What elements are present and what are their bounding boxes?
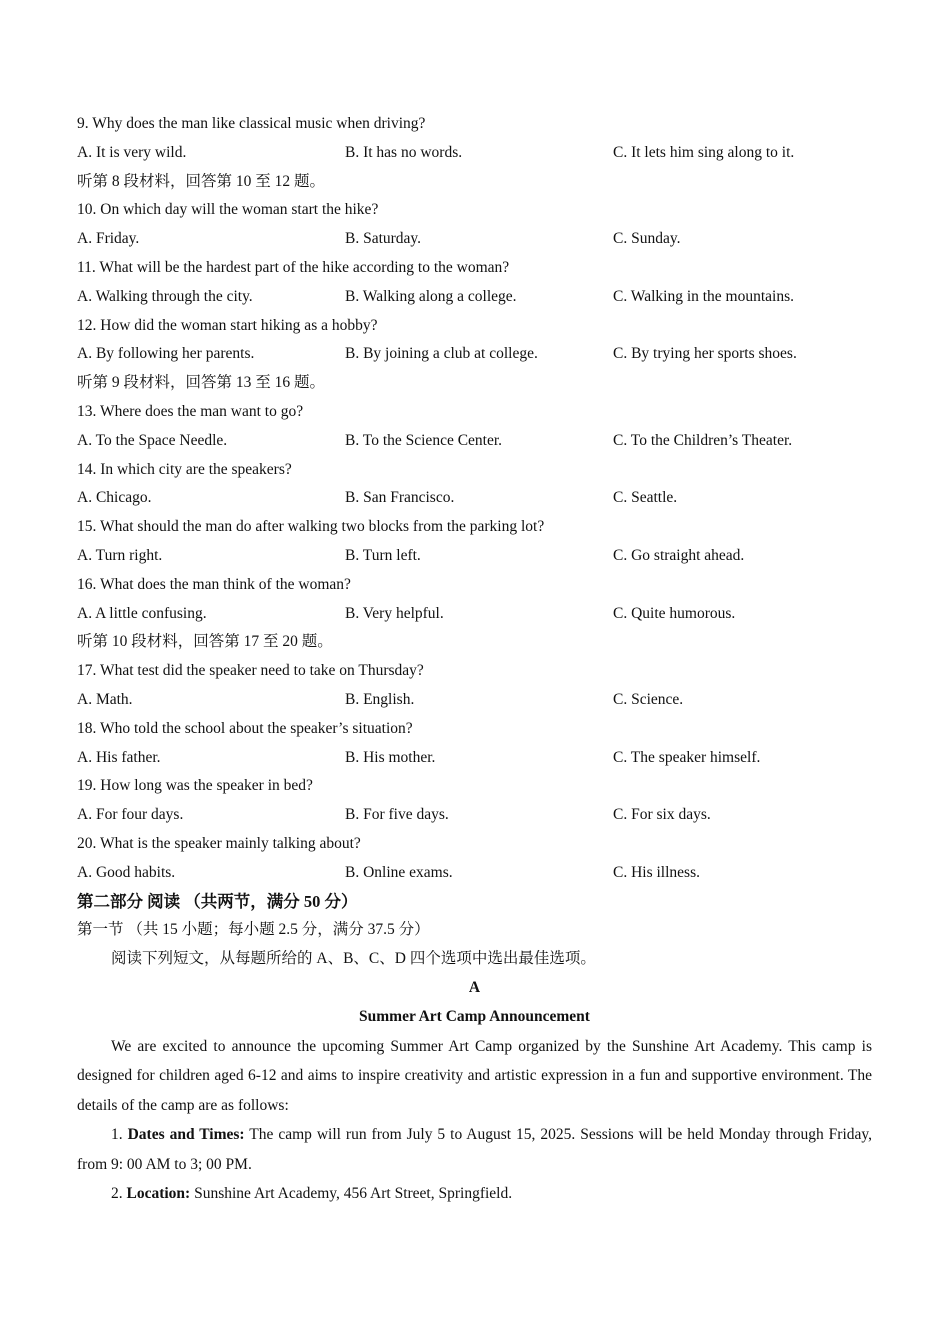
answer-options-row: [77, 139, 872, 168]
option-a: A. For four days.: [77, 806, 184, 824]
question-text: 14. In which city are the speakers?: [77, 460, 292, 478]
option-b: B. It has no words.: [345, 143, 463, 161]
part-two-heading: 第二部分 阅读 （共两节，满分 50 分）: [77, 891, 358, 911]
option-b: B. Saturday.: [345, 230, 422, 248]
section-instruction: 听第 8 段材料，回答第 10 至 12 题。: [77, 172, 326, 190]
option-b: B. For five days.: [345, 806, 449, 824]
item-number: 1.: [111, 1126, 128, 1143]
option-b: B. Turn left.: [345, 546, 421, 564]
passage-intro-paragraph: We are excited to announce the upcoming Summer Art Camp organized by the Sunshine Art Academy. This camp is designed for children aged 6-12 and aims to inspire creativity and artistic expression in a fun and supportive environment. The details of the camp are as follows:: [77, 1037, 872, 1114]
answer-options-row: [77, 542, 872, 571]
option-a: A. It is very wild.: [77, 143, 187, 161]
option-b: B. Walking along a college.: [345, 287, 517, 305]
option-b: B. Online exams.: [345, 863, 453, 881]
question-text: 12. How did the woman start hiking as a hobby?: [77, 316, 378, 334]
question-text: 15. What should the man do after walking two blocks from the parking lot?: [77, 518, 545, 536]
option-c: C. Walking in the mountains.: [613, 287, 795, 305]
question-text: 10. On which day will the woman start the hike?: [77, 201, 379, 219]
option-c: C. For six days.: [613, 806, 711, 824]
option-c: C. To the Children’s Theater.: [613, 431, 793, 449]
item-number: 2.: [111, 1185, 127, 1202]
option-c: C. The speaker himself.: [613, 748, 761, 766]
question-text: 17. What test did the speaker need to take on Thursday?: [77, 662, 424, 680]
option-c: C. Science.: [613, 690, 684, 708]
answer-options-row: [77, 801, 872, 830]
passage-item-location: [77, 1179, 872, 1209]
item-text: The camp will run from July 5 to August 15, 2025. Sessions will be held Monday through Friday, from 9: 00 AM to 3; 00 PM.: [77, 1126, 873, 1173]
passage-letter: A: [468, 978, 481, 996]
option-a: A. Good habits.: [77, 863, 176, 881]
answer-options-row: [77, 484, 872, 513]
option-a: A. To the Space Needle.: [77, 431, 228, 449]
exam-page: [77, 110, 872, 1209]
section-instruction: 听第 9 段材料，回答第 13 至 16 题。: [77, 374, 326, 392]
answer-options-row: [77, 225, 872, 254]
question-text: 11. What will be the hardest part of the hike according to the woman?: [77, 258, 510, 276]
question-text: 18. Who told the school about the speaker’s situation?: [77, 719, 413, 737]
answer-options-row: [77, 859, 872, 888]
passage-title: Summer Art Camp Announcement: [359, 1007, 590, 1025]
question-text: 19. How long was the speaker in bed?: [77, 777, 313, 795]
option-a: A. His father.: [77, 748, 161, 766]
option-a: A. A little confusing.: [77, 604, 207, 622]
answer-options-row: [77, 283, 872, 312]
option-c: C. It lets him sing along to it.: [613, 143, 795, 161]
item-label: Dates and Times:: [127, 1126, 245, 1143]
option-a: A. Math.: [77, 690, 133, 708]
option-a: A. By following her parents.: [77, 345, 255, 363]
option-c: C. Sunday.: [613, 230, 681, 248]
option-b: B. English.: [345, 690, 415, 708]
option-b: B. San Francisco.: [345, 489, 455, 507]
section-instruction: 听第 10 段材料，回答第 17 至 20 题。: [77, 633, 333, 651]
item-text: Sunshine Art Academy, 456 Art Street, Springfield.: [190, 1185, 513, 1202]
answer-options-row: [77, 744, 872, 773]
answer-options-row: [77, 600, 872, 629]
question-text: 20. What is the speaker mainly talking about?: [77, 834, 361, 852]
passage-item-dates: [77, 1120, 872, 1179]
reading-instruction: 阅读下列短文，从每题所给的 A、B、C、D 四个选项中选出最佳选项。: [111, 950, 596, 968]
option-c: C. Go straight ahead.: [613, 546, 745, 564]
option-b: B. His mother.: [345, 748, 436, 766]
option-b: B. To the Science Center.: [345, 431, 503, 449]
option-c: C. By trying her sports shoes.: [613, 345, 797, 363]
question-text: 16. What does the man think of the woman?: [77, 575, 351, 593]
option-a: A. Turn right.: [77, 546, 163, 564]
question-text: 9. Why does the man like classical music when driving?: [77, 115, 426, 132]
answer-options-row: [77, 686, 872, 715]
option-a: A. Chicago.: [77, 489, 152, 507]
option-c: C. Seattle.: [613, 489, 678, 507]
listening-section: [77, 110, 872, 888]
option-b: B. Very helpful.: [345, 604, 444, 622]
option-c: C. Quite humorous.: [613, 604, 736, 622]
option-a: A. Friday.: [77, 230, 140, 248]
option-a: A. Walking through the city.: [77, 287, 253, 305]
answer-options-row: [77, 427, 872, 456]
section-one-heading: 第一节 （共 15 小题；每小题 2.5 分，满分 37.5 分）: [77, 921, 430, 939]
item-label: Location:: [126, 1185, 191, 1202]
option-c: C. His illness.: [613, 863, 700, 881]
option-b: B. By joining a club at college.: [345, 345, 538, 363]
answer-options-row: [77, 340, 872, 369]
question-text: 13. Where does the man want to go?: [77, 402, 304, 420]
